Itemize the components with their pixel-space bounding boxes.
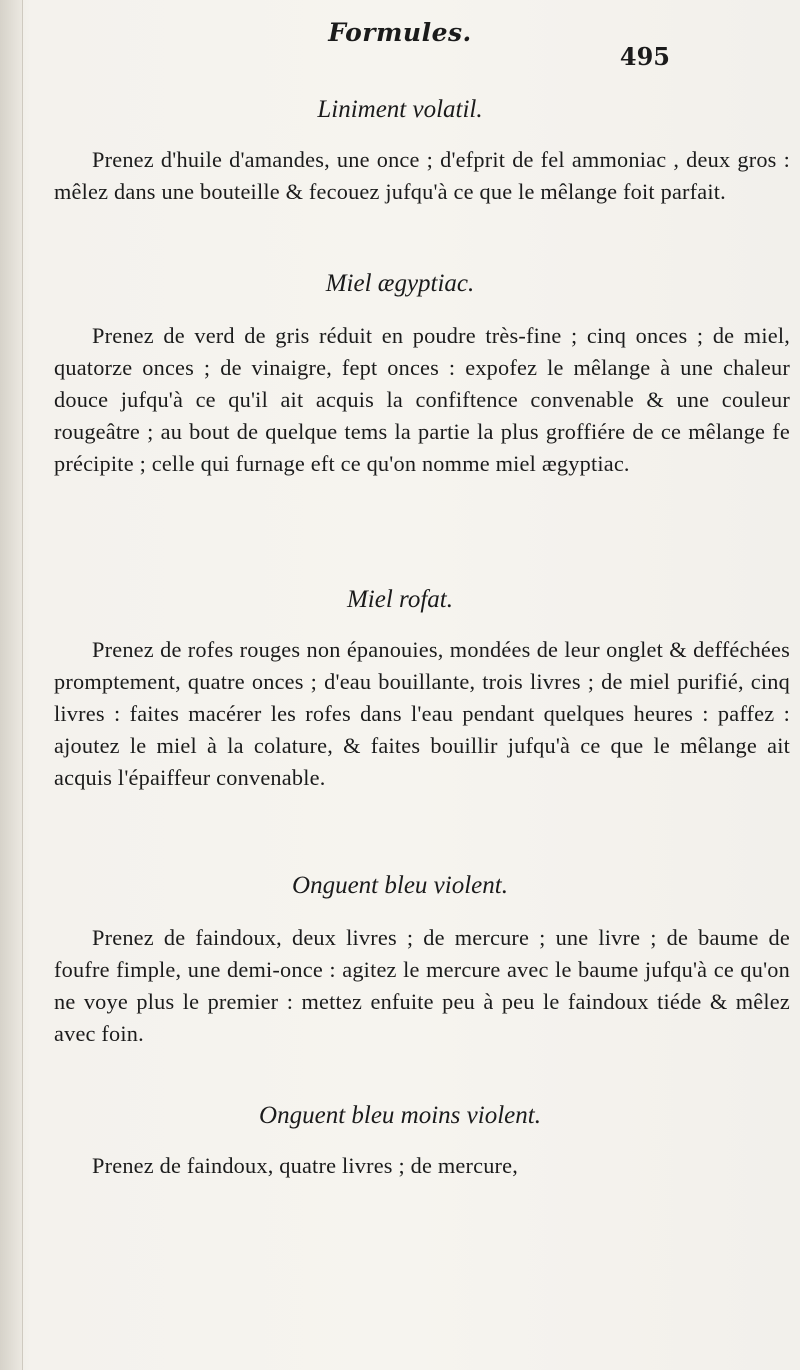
section-body-liniment: Prenez d'huile d'amandes, une once ; d'efprit de fel ammoniac , deux gros : mêlez dans une bouteille & fecouez jufqu'à ce que le mêlange foit parfait. bbox=[54, 147, 790, 204]
page-number: 495 bbox=[619, 42, 670, 71]
section-title-liniment: Liniment volatil. bbox=[317, 96, 483, 123]
section-body-onguent-bleu-violent: Prenez de faindoux, deux livres ; de mercure ; une livre ; de baume de foufre fimple, une demi-once : agitez le mercure avec le baume jufqu'à ce qu'on ne voye plus le premier : mettez enfuite peu à peu le faindoux tiéde & mêlez avec foin. bbox=[54, 925, 790, 1046]
running-head: Formules. bbox=[328, 18, 472, 47]
section-body-miel-rosat: Prenez de rofes rouges non épanouies, mondées de leur onglet & defféchées promptement, quatre onces ; d'eau bouillante, trois livres ; de miel purifié, cinq livres : faites macérer les rofes dans l'eau pendant quelques heures : paffez : ajoutez le miel à la colature, & faites bouillir jufqu'à ce que le mêlange ait acquis l'épaiffeur convenable. bbox=[54, 637, 790, 790]
section-title-miel-rosat: Miel rofat. bbox=[346, 586, 453, 613]
page-gutter bbox=[0, 0, 23, 1370]
section-body-onguent-bleu-moins-violent: Prenez de faindoux, quatre livres ; de mercure, bbox=[92, 1153, 519, 1178]
section-title-onguent-bleu-moins-violent: Onguent bleu moins violent. bbox=[259, 1102, 541, 1129]
section-title-miel-aegyptiac: Miel ægyptiac. bbox=[325, 270, 475, 297]
section-body-miel-aegyptiac: Prenez de verd de gris réduit en poudre très-fine ; cinq onces ; de miel, quatorze onces ; de vinaigre, fept onces : expofez le mêlange à une chaleur douce jufqu'à ce qu'il ait acquis la confiftence convenable & une couleur rougeâtre ; au bout de quelque tems la partie la plus groffiére de ce mêlange fe précipite ; celle qui furnage eft ce qu'on nomme miel ægyptiac. bbox=[54, 323, 790, 476]
section-title-onguent-bleu-violent: Onguent bleu violent. bbox=[292, 872, 508, 899]
